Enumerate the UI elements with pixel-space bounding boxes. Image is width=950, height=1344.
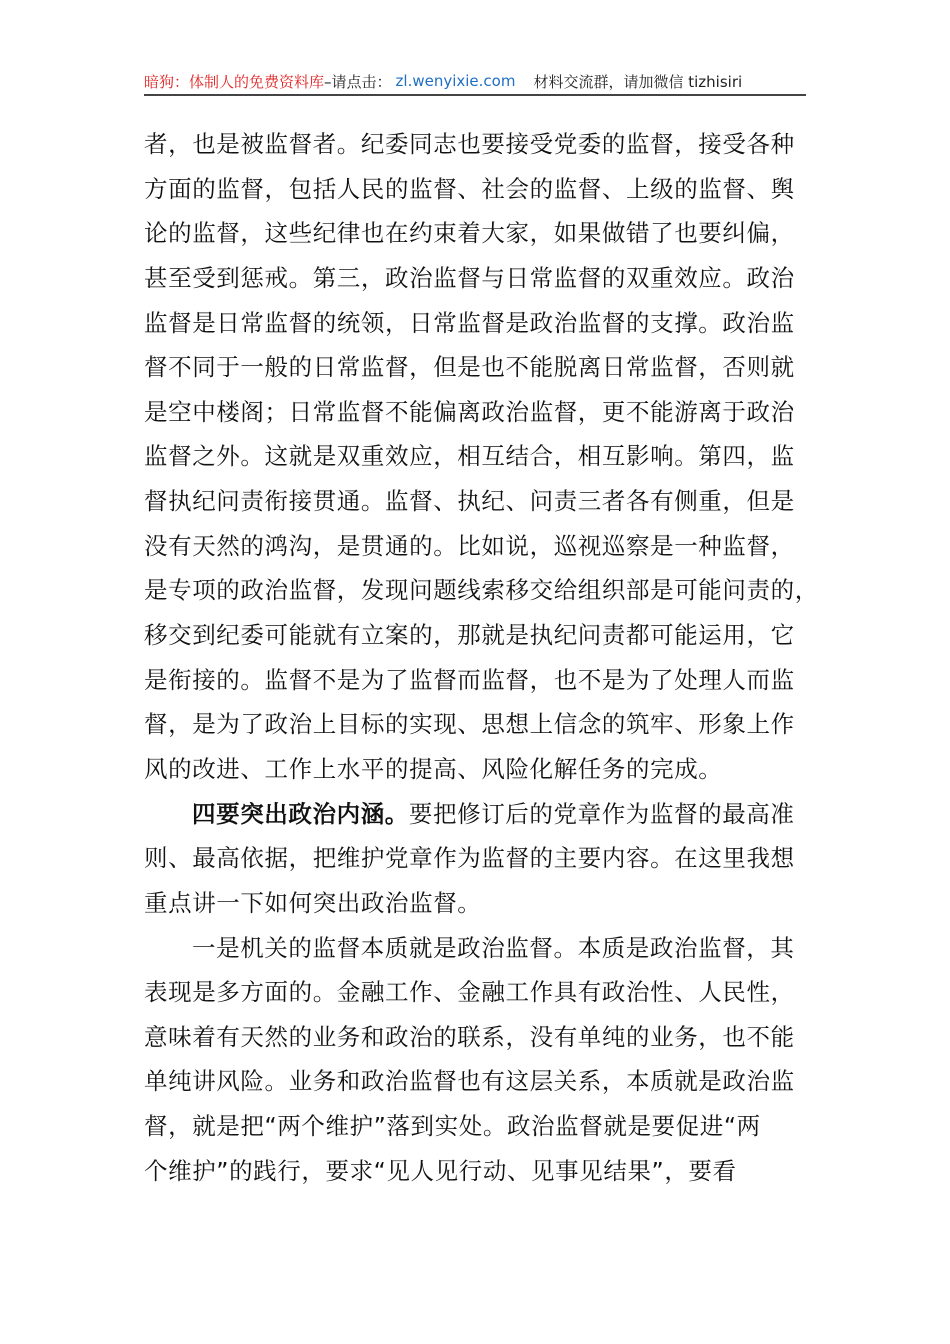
header-note: 材料交流群，请加微信 tizhisiri bbox=[533, 72, 743, 91]
paragraph-2 bbox=[144, 792, 824, 926]
text-line: 重点讲一下如何突出政治监督。 bbox=[144, 888, 482, 917]
text-line: 监督是日常监督的统领，日常监督是政治监督的支撑。政治监 bbox=[144, 308, 795, 337]
text-line: 是空中楼阁；日常监督不能偏离政治监督，更不能游离于政治 bbox=[144, 397, 795, 426]
text-line: 督，是为了政治上目标的实现、思想上信念的筑牢、形象上作 bbox=[144, 710, 795, 739]
text-line: 者，也是被监督者。纪委同志也要接受党委的监督，接受各种 bbox=[144, 130, 795, 158]
text-line: 监督之外。这就是双重效应，相互结合，相互影响。第四，监 bbox=[144, 442, 795, 471]
paragraph-1 bbox=[144, 122, 824, 792]
header-prompt: –请点击： bbox=[324, 72, 392, 91]
text-line: 意味着有天然的业务和政治的联系，没有单纯的业务，也不能 bbox=[144, 1022, 795, 1051]
text-line: 论的监督，这些纪律也在约束着大家，如果做错了也要纠偏， bbox=[144, 219, 795, 248]
text-line: 表现是多方面的。金融工作、金融工作具有政治性、人民性， bbox=[144, 978, 795, 1007]
document-body bbox=[144, 122, 824, 1193]
text-line bbox=[144, 792, 824, 837]
text-line: 督执纪问责衔接贯通。监督、执纪、问责三者各有侧重，但是 bbox=[144, 487, 795, 516]
text-line: 风的改进、工作上水平的提高、风险化解任务的完成。 bbox=[144, 754, 723, 783]
header-site-name: 暗狗：体制人的免费资料库 bbox=[144, 72, 325, 91]
text-line: 移交到纪委可能就有立案的，那就是执纪问责都可能运用，它 bbox=[144, 621, 795, 650]
paragraph-3 bbox=[144, 926, 824, 1194]
header-divider bbox=[144, 94, 806, 96]
header-link[interactable]: zl.wenyixie.com bbox=[395, 72, 516, 90]
text-line: 一是机关的监督本质就是政治监督。本质是政治监督，其 bbox=[192, 933, 795, 962]
text-line: 单纯讲风险。业务和政治监督也有这层关系，本质就是政治监 bbox=[144, 1067, 795, 1096]
bold-heading: 四要突出政治内涵。 bbox=[192, 799, 409, 828]
text-line: 没有天然的鸿沟，是贯通的。比如说，巡视巡察是一种监督， bbox=[144, 531, 795, 560]
text-span: 要把修订后的党章作为监督的最高准 bbox=[408, 799, 795, 828]
text-line: 是专项的政治监督，发现问题线索移交给组织部是可能问责的， bbox=[144, 576, 819, 605]
page-header bbox=[144, 68, 806, 94]
text-line: 督不同于一般的日常监督，但是也不能脱离日常监督，否则就 bbox=[144, 353, 795, 382]
text-line: 是衔接的。监督不是为了监督而监督，也不是为了处理人而监 bbox=[144, 665, 795, 694]
text-line: 督，就是把“两个维护”落到实处。政治监督就是要促进“两 bbox=[144, 1112, 761, 1141]
text-line: 甚至受到惩戒。第三，政治监督与日常监督的双重效应。政治 bbox=[144, 263, 795, 292]
text-line: 方面的监督，包括人民的监督、社会的监督、上级的监督、舆 bbox=[144, 174, 795, 203]
text-line: 个维护”的践行，要求“见人见行动、见事见结果”，要看 bbox=[144, 1156, 737, 1185]
text-line: 则、最高依据，把维护党章作为监督的主要内容。在这里我想 bbox=[144, 844, 795, 873]
